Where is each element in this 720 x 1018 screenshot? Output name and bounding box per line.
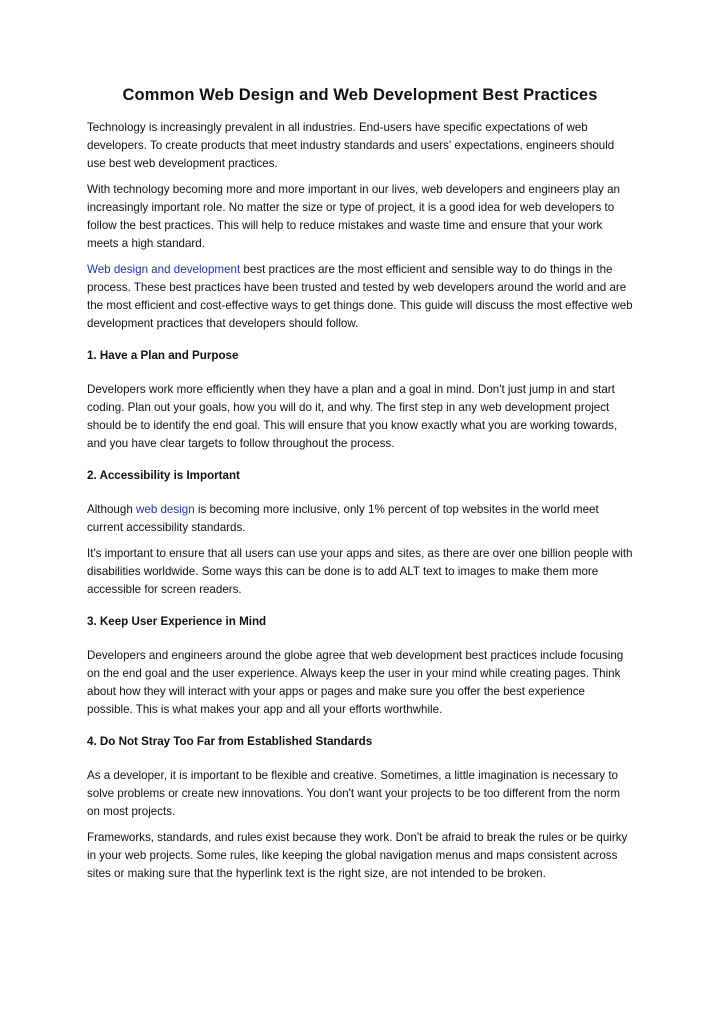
section-accessibility-paragraph-1: [87, 501, 633, 537]
intro-paragraph-2: With technology becoming more and more important in our lives, web developers and engineers play an increasingly important role. No matter the size or type of project, it is a good idea for web developers to follow the best practices. This will help to reduce mistakes and waste time and ensure that your work meets a high standard.: [87, 183, 620, 250]
intro-paragraph-3: [87, 261, 633, 333]
section-heading-standards: 4. Do Not Stray Too Far from Established Standards: [87, 735, 373, 748]
document-page: [87, 86, 633, 891]
page-title: Common Web Design and Web Development Best Practices: [122, 86, 598, 104]
web-design-link[interactable]: web design: [136, 503, 195, 516]
section-standards-paragraph-2: Frameworks, standards, and rules exist because they work. Don't be afraid to break the rules or be quirky in your web projects. Some rules, like keeping the global navigation menus and maps consistent across sites or making sure that the hyperlink text is the right size, are not intended to be broken.: [87, 831, 628, 880]
intro-paragraph-1: Technology is increasingly prevalent in all industries. End-users have specific expectations of web developers. To create products that meet industry standards and users' expectations, engineers should use best web development practices.: [87, 121, 615, 170]
section-heading-plan: 1. Have a Plan and Purpose: [87, 349, 239, 362]
section-standards-paragraph-1: As a developer, it is important to be flexible and creative. Sometimes, a little imagination is necessary to solve problems or create new innovations. You don't want your projects to be too different from the norm on most projects.: [87, 769, 621, 818]
intro-paragraph-3-text: best practices are the most efficient and sensible way to do things in the process. These best practices have been trusted and tested by web developers around the world and are the most efficient and cost-effective ways to get things done. This guide will discuss the most effective web development practices that developers should follow.: [87, 263, 633, 330]
section-accessibility-paragraph-2: It's important to ensure that all users can use your apps and sites, as there are over one billion people with disabilities worldwide. Some ways this can be done is to add ALT text to images to make them more accessible for screen readers.: [87, 547, 633, 596]
section-heading-user-experience: 3. Keep User Experience in Mind: [87, 615, 267, 628]
accessibility-text-pre: Although: [87, 503, 136, 516]
accessibility-text-post: is becoming more inclusive, only 1% percent of top websites in the world meet current accessibility standards.: [87, 503, 599, 534]
section-user-experience-paragraph: Developers and engineers around the globe agree that web development best practices include focusing on the end goal and the user experience. Always keep the user in your mind while creating pages. Think about how they will interact with your apps or pages and make sure you offer the best experience possible. This is what makes your app and all your efforts worthwhile.: [87, 649, 624, 716]
section-plan-paragraph: Developers work more efficiently when they have a plan and a goal in mind. Don't just jump in and start coding. Plan out your goals, how you will do it, and why. The first step in any web development project should be to identify the end goal. This will ensure that you know exactly what you are working towards, and you have clear targets to follow throughout the process.: [87, 383, 618, 450]
section-heading-accessibility: 2. Accessibility is Important: [87, 469, 240, 482]
web-design-development-link[interactable]: Web design and development: [87, 263, 241, 276]
